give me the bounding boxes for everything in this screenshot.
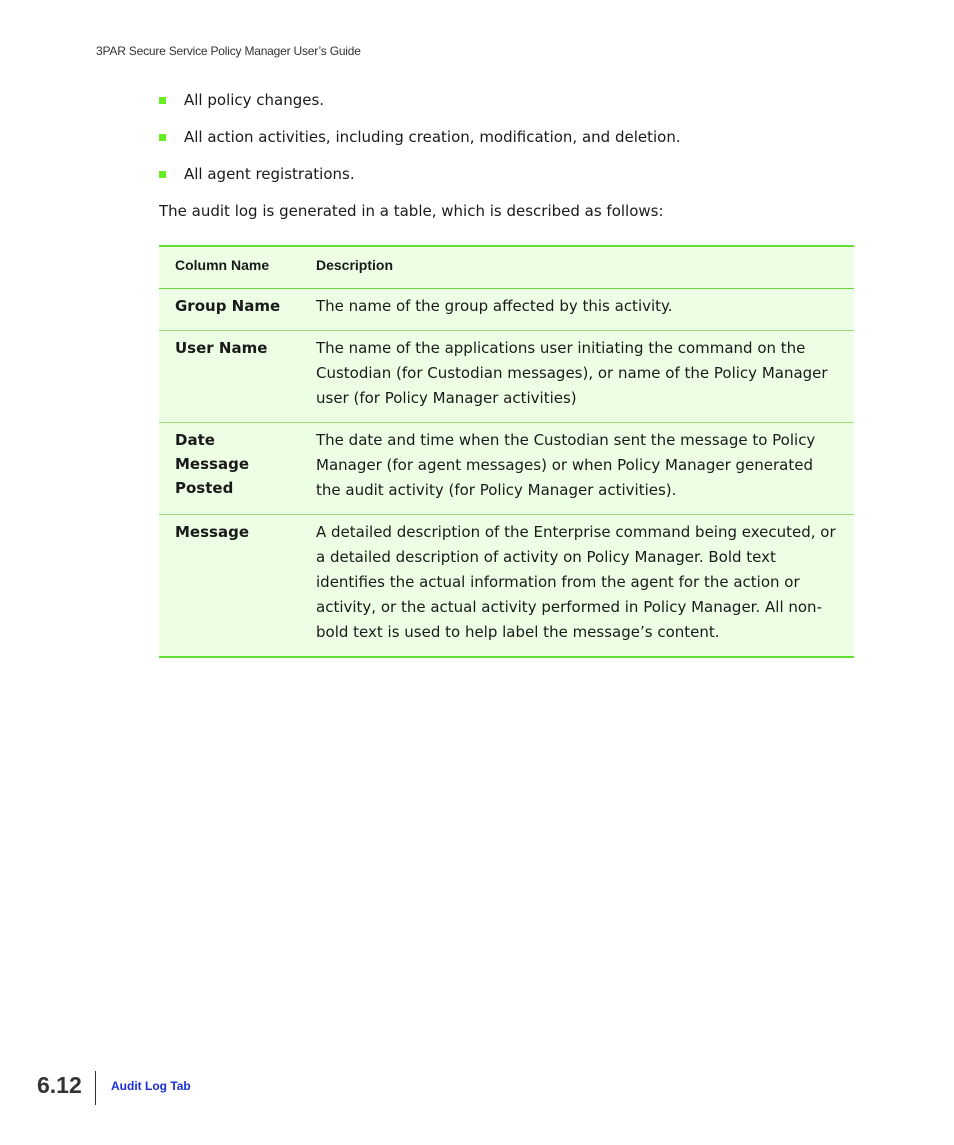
table-row: [159, 288, 854, 330]
square-bullet-icon: [159, 134, 166, 141]
list-item: [159, 164, 681, 201]
row-description: The name of the group affected by this activity.: [316, 296, 673, 315]
page-number: 6.12: [37, 1072, 82, 1098]
bullet-text: All action activities, including creation, modification, and deletion.: [184, 128, 681, 146]
bullet-text: All policy changes.: [184, 91, 325, 109]
table-row: [159, 330, 854, 422]
row-column-name: Group Name: [175, 296, 281, 315]
intro-paragraph: The audit log is generated in a table, which is described as follows:: [159, 202, 664, 220]
row-column-name: Date Message Posted: [175, 430, 249, 497]
row-description: The date and time when the Custodian sent the message to Policy Manager (for agent messages) or when Policy Manager generated the audit activity (for Policy Manager activities).: [316, 430, 816, 499]
row-column-name: Message: [175, 522, 249, 541]
running-header: 3PAR Secure Service Policy Manager User’s Guide: [96, 44, 361, 58]
list-item: [159, 127, 681, 164]
column-header-name: Column Name: [175, 257, 270, 273]
table-row: [159, 422, 854, 514]
square-bullet-icon: [159, 97, 166, 104]
footer-section-link[interactable]: Audit Log Tab: [111, 1079, 191, 1093]
row-description: The name of the applications user initiating the command on the Custodian (for Custodian messages), or name of the Policy Manager user (for Policy Manager activities): [316, 338, 828, 407]
bullet-list: [159, 90, 681, 201]
column-header-description: Description: [316, 257, 394, 273]
square-bullet-icon: [159, 171, 166, 178]
footer-divider: [95, 1071, 96, 1105]
table-row: [159, 514, 854, 657]
row-description: A detailed description of the Enterprise command being executed, or a detailed description of activity on Policy Manager. Bold text identifies the actual information from the agent for the action or activity, or the actual activity performed in Policy Manager. All non-bold text is used to help label the message’s content.: [316, 522, 836, 641]
row-column-name: User Name: [175, 338, 268, 357]
audit-log-columns-table: [159, 245, 854, 658]
table-header-row: [159, 246, 854, 288]
bullet-text: All agent registrations.: [184, 165, 355, 183]
list-item: [159, 90, 681, 127]
